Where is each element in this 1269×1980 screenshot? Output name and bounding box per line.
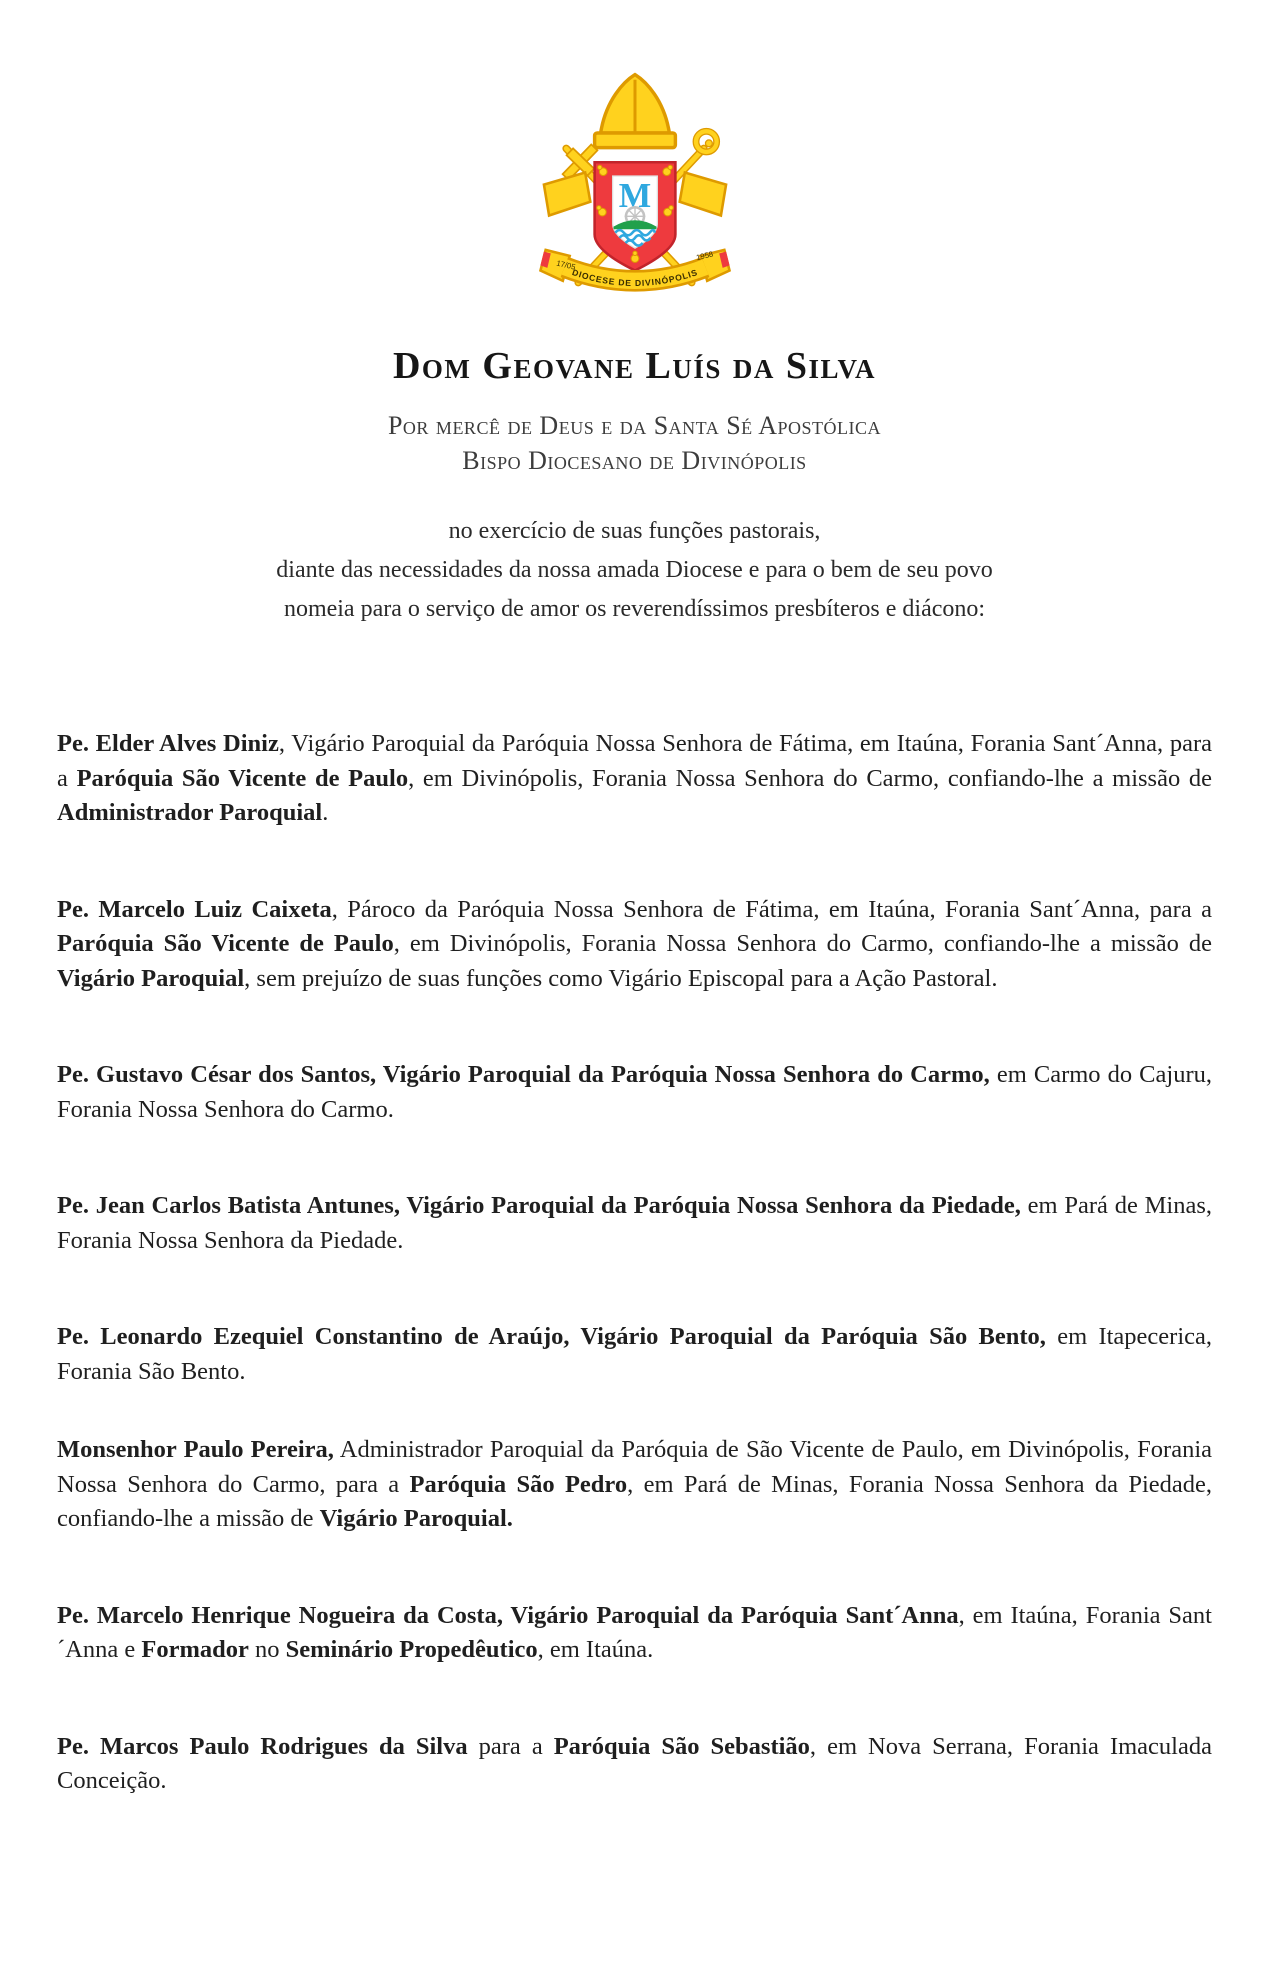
appointment-text: , sem prejuízo de suas funções como Vigário Episcopal para a Ação Pastoral. (244, 964, 998, 992)
fanon-left-icon (543, 173, 589, 216)
appointment-bold-text: Pe. Jean Carlos Batista Antunes, Vigário Paroquial da Paróquia Nossa Senhora da Piedade, (57, 1192, 1021, 1219)
appointment-paragraph (57, 1058, 1212, 1127)
subtitle-line-1: Por mercê de Deus e da Santa Sé Apostólica (387, 411, 882, 440)
banner-text: DIOCESE DE DIVINÓPOLIS (570, 267, 699, 289)
appointment-bold-text: Paróquia São Vicente de Paulo (76, 764, 409, 792)
appointment-text: , em Divinópolis, Forania Nossa Senhora do Carmo, confiando-lhe a missão de (393, 930, 1212, 957)
fanon-right-icon (679, 173, 725, 216)
diocese-coat-of-arms (485, 66, 785, 298)
appointment-text: . (322, 799, 329, 826)
appointment-bold-text: Administrador Paroquial (57, 799, 323, 826)
appointment-paragraph (57, 1189, 1212, 1258)
appointment-bold-text: Pe. Marcelo Luiz Caixeta (57, 895, 332, 923)
banner-date-right: 1958 (694, 249, 714, 263)
appointment-paragraph (57, 1730, 1212, 1799)
diocese-crest-icon (506, 66, 764, 298)
appointment-text: para a (467, 1732, 554, 1760)
appointment-text: , em Itaúna, Forania Sant´Anna e (57, 1601, 1212, 1663)
appointment-bold-text: Seminário Propedêutico (285, 1636, 538, 1663)
subtitle-line-2: Bispo Diocesano de Divinópolis (462, 446, 807, 475)
appointment-bold-text: Pe. Marcelo Henrique Nogueira da Costa, Vigário Paroquial da Paróquia Sant´Anna (57, 1601, 959, 1629)
appointment-text: , em Pará de Minas, Forania Nossa Senhora da Piedade, confiando-lhe a missão de (57, 1470, 1213, 1532)
appointment-paragraph (57, 1599, 1212, 1668)
intro-line-1: no exercício de suas funções pastorais, (448, 518, 821, 544)
intro-text (0, 512, 1269, 629)
appointment-bold-text: Paróquia São Pedro (409, 1470, 628, 1498)
appointment-bold-text: Pe. Gustavo César dos Santos, Vigário Paroquial da Paróquia Nossa Senhora do Carmo, (57, 1061, 990, 1088)
appointment-bold-text: Pe. Marcos Paulo Rodrigues da Silva (57, 1732, 468, 1760)
appointment-text: em Itapecerica, Forania São Bento. (57, 1323, 1213, 1385)
bishop-subtitle (0, 408, 1269, 478)
intro-line-2: diante das necessidades da nossa amada Diocese e para o bem de seu povo (276, 557, 993, 583)
shield (594, 162, 675, 270)
appointment-bold-text: Vigário Paroquial. (319, 1505, 513, 1532)
appointment-bold-text: Pe. Leonardo Ezequiel Constantino de Araújo, Vigário Paroquial da Paróquia São Bento, (57, 1323, 1046, 1350)
appointment-bold-text: Vigário Paroquial (57, 964, 245, 992)
appointment-paragraph (57, 727, 1212, 831)
appointment-bold-text: Paróquia São Sebastião (553, 1732, 810, 1760)
appointment-text: no (248, 1636, 286, 1663)
appointment-text: em Pará de Minas, Forania Nossa Senhora da Piedade. (57, 1192, 1213, 1254)
appointment-bold-text: Pe. Elder Alves Diniz (57, 730, 279, 757)
appointment-paragraph (57, 1320, 1212, 1389)
appointment-text: , em Divinópolis, Forania Nossa Senhora do Carmo, confiando-lhe a missão de (408, 764, 1213, 792)
appointment-paragraph (57, 1433, 1212, 1537)
intro-line-3: nomeia para o serviço de amor os reverendíssimos presbíteros e diácono: (283, 596, 986, 622)
appointment-text: em Carmo do Cajuru, Forania Nossa Senhora do Carmo. (57, 1061, 1212, 1123)
appointment-text: , Pároco da Paróquia Nossa Senhora de Fátima, em Itaúna, Forania Sant´Anna, para a (331, 895, 1212, 923)
bishop-mitre-icon (594, 75, 675, 148)
marian-monogram: M (618, 176, 651, 215)
appointment-text: , em Nova Serrana, Forania Imaculada Conceição. (57, 1732, 1212, 1794)
bishop-name-title: Dom Geovane Luís da Silva (392, 345, 877, 387)
appointment-text: , Vigário Paroquial da Paróquia Nossa Senhora de Fátima, em Itaúna, Forania Sant´Anna, para a (57, 730, 1212, 792)
appointment-paragraph (57, 893, 1212, 997)
appointment-text: Administrador Paroquial da Paróquia de São Vicente de Paulo, em Divinópolis, Forania Nossa Senhora do Carmo, para a (57, 1436, 1212, 1498)
appointment-bold-text: Monsenhor Paulo Pereira, (57, 1436, 334, 1463)
appointments-list (57, 727, 1212, 1799)
banner-date-left: 17/05 (554, 258, 576, 272)
appointment-bold-text: Paróquia São Vicente de Paulo (57, 930, 394, 957)
appointment-bold-text: Formador (141, 1636, 249, 1663)
appointment-text: , em Itaúna. (537, 1636, 654, 1663)
